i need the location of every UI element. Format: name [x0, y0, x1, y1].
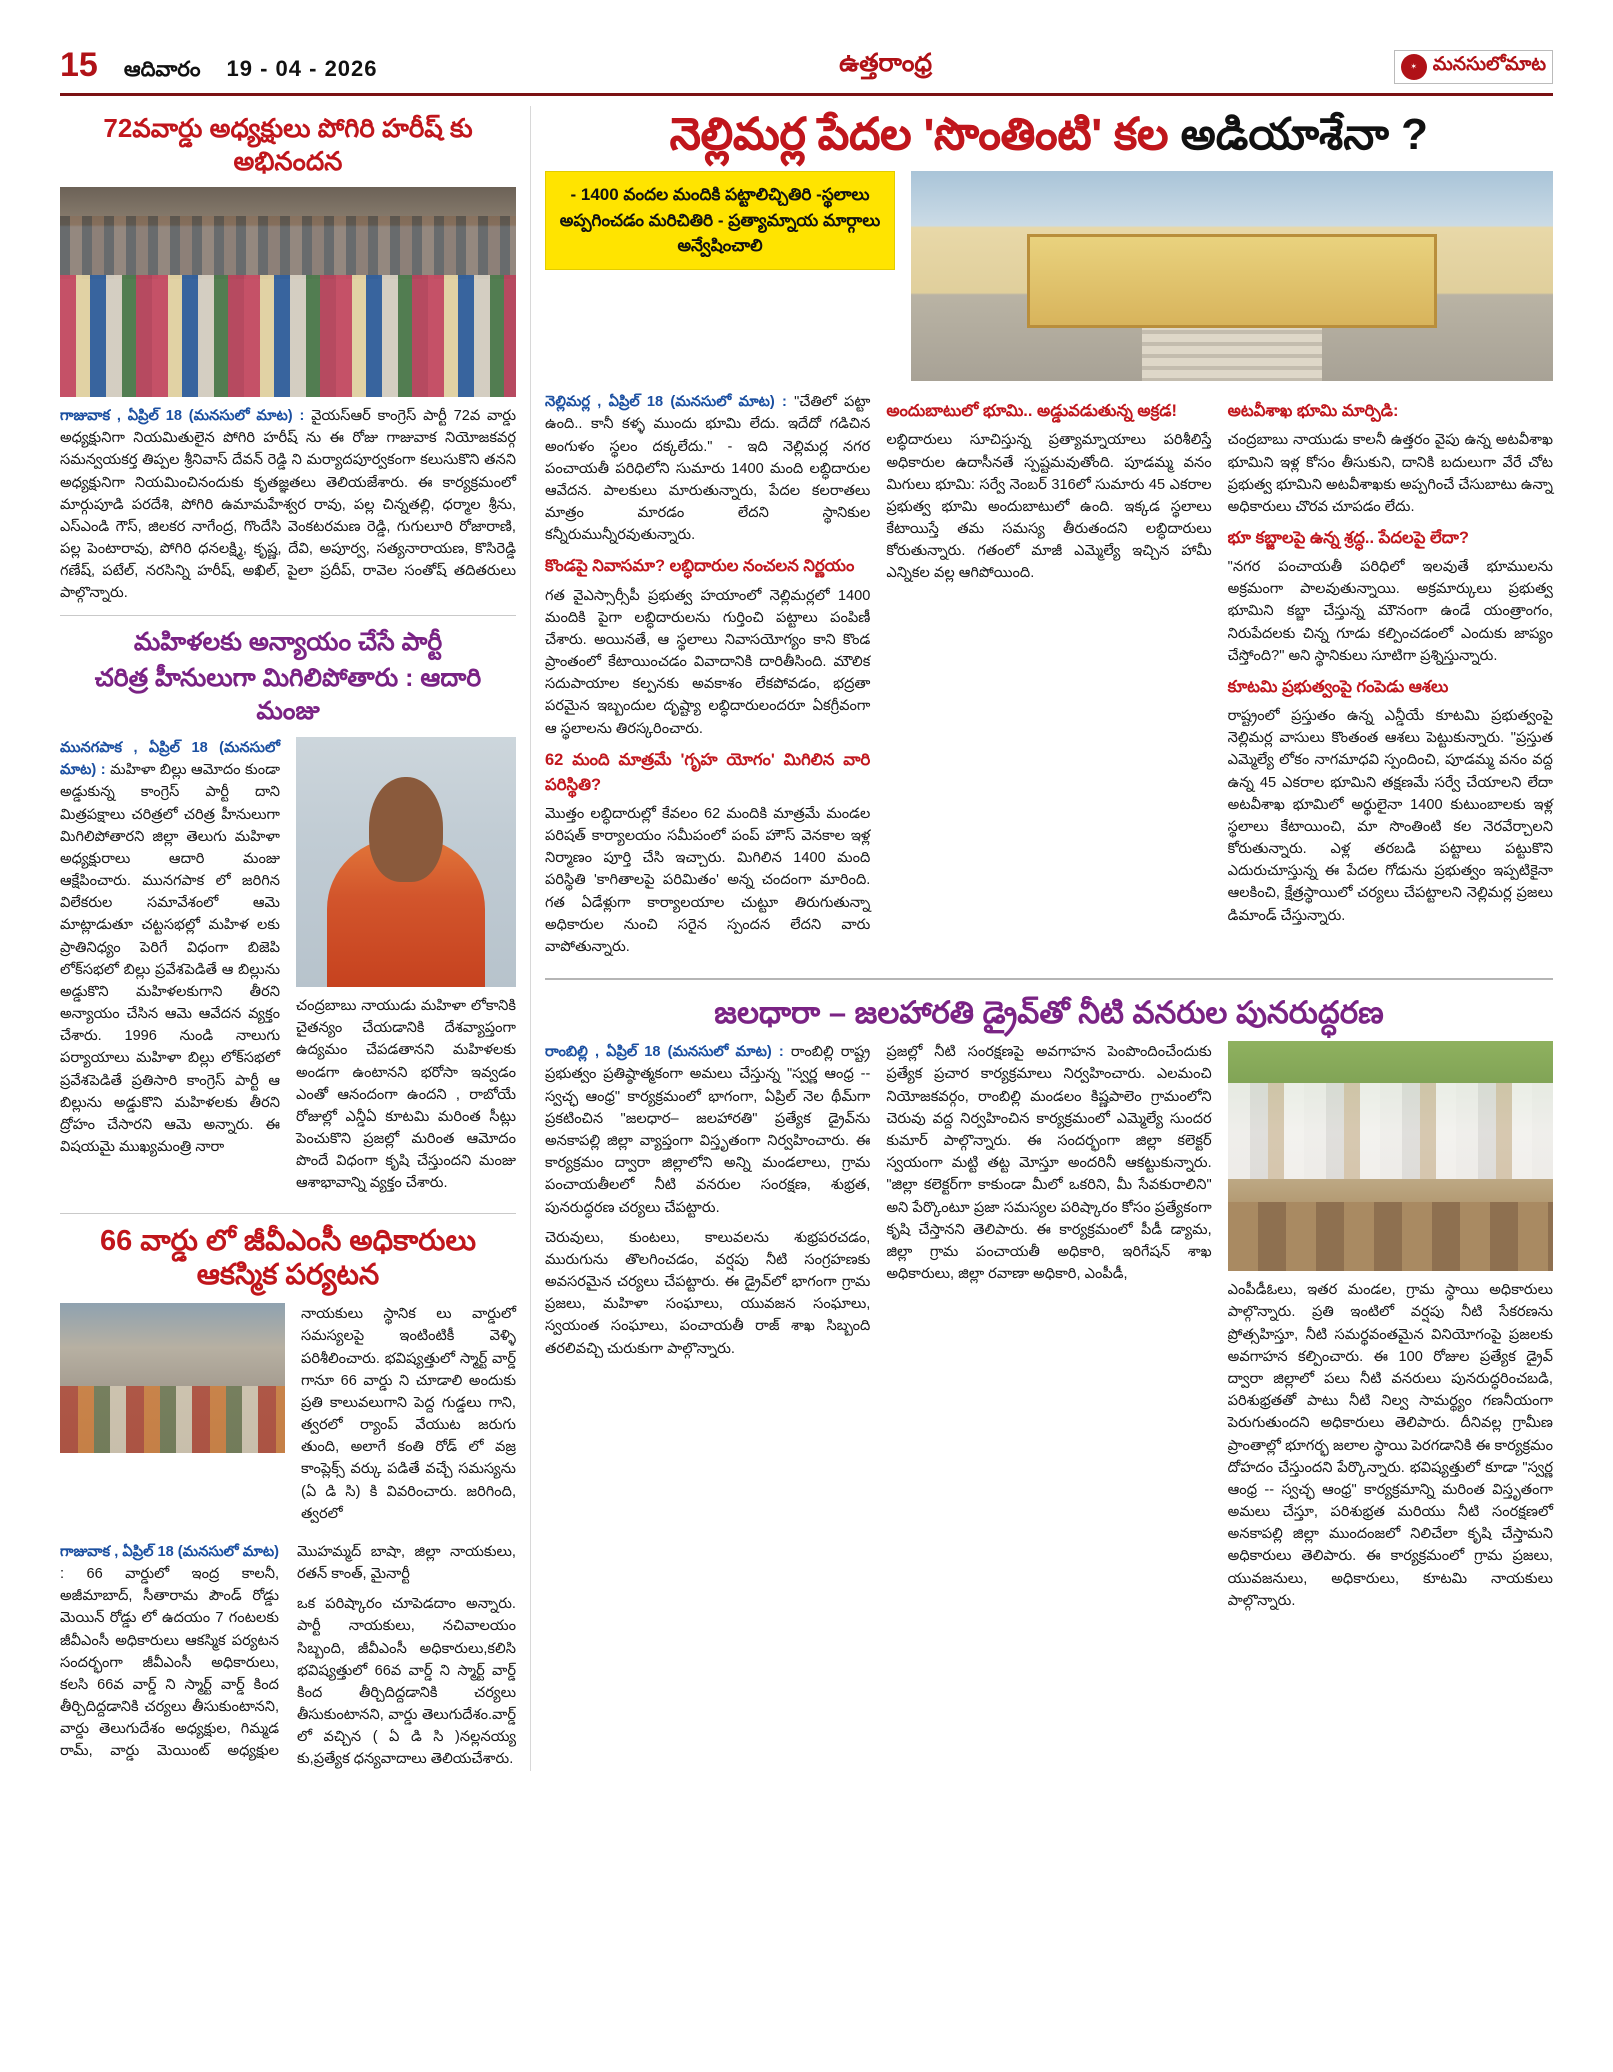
lead-photo-wrap — [911, 171, 1553, 381]
article-gvmc66-photo-wrap — [60, 1303, 285, 1533]
lead-sub-1: కొండపై నివాసమా? లబ్ధిదారుల నంచలన నిర్ణయం — [545, 557, 855, 576]
divider — [60, 1213, 516, 1214]
lead-sub-6: కూటమి ప్రభుత్వంపై గంపెడు ఆశలు — [1227, 677, 1449, 696]
article-gvmc66-text2: ఒక పరిష్కారం చూపెడదాం అన్నారు. పార్టీ నాయకులు, నచివాలయం సిబ్బంది, జీవీఎంసీ అధికారులు,కలిసి భవిష్యత్తులో 66వ వార్డ్ ని స్మార్ట్ వార్డ్ కింద తీర్చిదిద్దడానికి చర్యలు తీసుకుంటానని, వార్డు తెలుగుదేశం.వార్డ్ లో వచ్చిన ( ఏ డి సి )నల్లనయ్య కు,ప్రత్యేక ధన్యవాదాలు తెలియచేశారు. — [297, 1596, 516, 1768]
logo-text: మనసులోమాట — [1432, 53, 1546, 75]
lead-dateline: నెల్లిమర్ల , ఏప్రిల్ 18 (మనసులో మాట) : — [545, 394, 787, 411]
page-content — [60, 106, 1553, 1771]
article-gvmc66-dateline: గాజువాక , ఏప్రిల్ 18 (మనసులో మాట) — [60, 1543, 279, 1560]
lead-p1: గత వైఎస్సార్సీపీ ప్రభుత్వ హయాంలో నెల్లిమర్లలో 1400 మందికి పైగా లబ్ధిదారులను గుర్తించి పట్టాలు పంపిణీ చేశారు. అయినతే, ఆ స్థలాలు నివాసయోగ్యం కాని కొండ ప్రాంతంలో కేటాయించడం వివాదానికి దారితీసింది. మౌలిక సదుపాయాల కల్పనకు అవకాశం లేకపోవడం, భద్రతా పరమైన ఇబ్బందుల దృష్ట్యా లబ్ధిదారులందరూ ఏకగ్రీవంగా ఆ స్థలాలను తిరస్కరించారు. — [545, 587, 871, 737]
newspaper-page — [0, 46, 1613, 2072]
masthead — [60, 46, 1553, 96]
lead-headline-part1: నెల్లిమర్ల పేదల 'సొంతింటి' కల — [669, 110, 1169, 159]
left-column — [60, 106, 530, 1771]
article-gvmc66-toptext-wrap — [301, 1303, 516, 1533]
divider — [60, 615, 516, 616]
article-manju-headline-1: మహిళలకు అన్యాయం చేసే పార్టీ — [133, 627, 443, 656]
article-jaladhara-p3: ప్రజల్లో నీటి సంరక్షణపై అవగాహన పెంపొందించేందుకు ప్రత్యేక ప్రచార కార్యక్రమాలు నిర్వహించారు. ఎలమంచి నియోజకవర్గం, రాంబిల్లి మండలం కిష్ణపాలెం గ్రామంలోని చెరువు వద్ద నిర్వహించిన కార్యక్రమంలో ఎమ్మెల్యే సుందర కుమార్ పాల్గొన్నారు. ఈ సందర్భంగా జిల్లా కలెక్టర్ స్వయంగా మట్టి తట్ట మోస్తూ అందరినీ ఆకట్టుకున్నారు. "జిల్లా కలెక్టర్‌గా కాకుండా మీలో ఒకరిని, మీ సేవకురాలిని" అని పేర్కొంటూ ప్రజా సమస్యల పరిష్కారం కోసం ప్రత్యేకంగా కృషి చేస్తానని తెలిపారు. ఈ కార్యక్రమంలో పీడీ డ్యామ, జిల్లా గ్రామ పంచాయతీ అధికారి, ఇరిగేషన్ శాఖ అధికారులు, జిల్లా రవాణా అధికారి, ఎంపీడీ, — [886, 1044, 1212, 1283]
lead-p4: చంద్రబాబు నాయుడు కాలనీ ఉత్తరం వైపు ఉన్న అటవీశాఖ భూమిని ఇళ్ల కోసం తీసుకుని, దానికి బదులుగా వేరే చోట ప్రభుత్వ భూమిని అటవీశాఖకు అప్పగించే చేసుబాటు ఉన్నా అధికారులు చొరవ చూపడం లేదు. — [1227, 432, 1553, 515]
article-ward72-dateline: గాజువాక , ఏప్రిల్ 18 (మనసులో మాట) : — [60, 408, 305, 424]
article-ward72-photo — [60, 187, 516, 397]
article-jaladhara-col2 — [886, 1041, 1211, 1620]
article-gvmc66-top — [60, 1303, 516, 1533]
lead-highlight-box: - 1400 వందల మందికి పట్టాలిచ్చితిరి -స్థలాలు అప్పగించడం మరిచితిరి - ప్రత్యామ్నాయ మార్గాలు అన్వేషించాలి — [545, 171, 895, 270]
article-jaladhara-col1 — [545, 1041, 870, 1620]
article-manju-portrait-photo — [296, 737, 516, 987]
article-jaladhara-p4-wrap — [1228, 1279, 1553, 1612]
article-jaladhara-p4: ఎంపీడీఓలు, ఇతర మండల, గ్రామ స్థాయి అధికారులు పాల్గొన్నారు. ప్రతి ఇంటిలో వర్షపు నీటి సేకరణను ప్రోత్సహిస్తూ, నీటి సమర్థవంతమైన వినియోగంపై ప్రజలకు అవగాహన కల్పించారు. ఈ 100 రోజుల ప్రత్యేక డ్రైవ్ ద్వారా జిల్లాలో పలు నీటి వనరులు పునరుద్ధరించబడి, పరిశుభ్రతతో పాటు నీటి నిల్వ సామర్థ్యం గణనీయంగా పెరుగుతుందని అధికారులు తెలిపారు. దీనివల్ల గ్రామీణ ప్రాంతాల్లో భూగర్భ జలాల స్థాయి పెరగడానికి ఈ కార్యక్రమం దోహదం చేస్తుందని పేర్కొన్నారు. భవిష్యత్తులో కూడా "స్వర్ణ ఆంధ్ర -- స్వచ్ఛ ఆంధ్ర" కార్యక్రమాన్ని మరింత విస్తృతంగా అమలు చేస్తూ, పరిశుభ్రత మరియు నీటి సంరక్షణలో అనకాపల్లి జిల్లా ముందంజలో నిలిచేలా కృషి చేస్తామని అధికారులు తెలిపారు. ఈ కార్యక్రమంలో గ్రామ ప్రజలు, యువజనులు, అధికారులు, కూటమి నాయకులు పాల్గొన్నారు. — [1227, 1282, 1553, 1609]
article-manju-text-right: చంద్రబాబు నాయుడు మహిళా లోకానికి చైతన్యం చేయడానికి దేశవ్యాప్తంగా ఉద్యమం చేపడతానని మహిళలకు అండగా ఉంటానని భరోసా ఇవ్వడం ఎంతో ఆనందంగా ఉందని , రాబోయే రోజుల్లో ఎన్డీఏ కూటమి మరింత సీట్లు పెంచుకొని ప్రజల్లో మరింత ఆమోదం పొందే విధంగా కృషి చేస్తుందని మంజు ఆశాభావాన్ని వ్యక్తం చేశారు. — [296, 998, 516, 1192]
article-ward72-text: వైయస్ఆర్ కాంగ్రెస్ పార్టీ 72వ వార్డు అధ్యక్షునిగా నియమితులైన పోగిరి హరీష్ ను ఈ రోజు గాజువాక నియోజకవర్గ సమన్వయకర్త తిప్పల శ్రీనివాస్ దేవన్ రెడ్డి ని మర్యాదపూర్వకంగా కలుసుకొని తనని అధ్యక్షునిగా నియమించినందుకు కృతజ్ఞతలు తెలియజేశారు. ఈ కార్యక్రమంలో మార్గుపూడి పరదేశి, పోగిరి ఉమామహేశ్వర రావు, పల్ల చిన్నతల్లి, ధర్మాల శ్రీను, ఎస్ఎండి గౌస్, జిలకర నాగేంద్ర, గొందేసి వెంకటరమణ రెడ్డి, గుగులూరి రోజారాణి, పల్ల పెంటారావు, పోగిరి ధనలక్ష్మి, కృష్ణ, దేవి, అపూర్వ, సత్యనారాయణ, కొసిరెడ్డి గణేష్, పటేల్, నరసిన్ని హరీష్, అఖిల్, పైలా ప్రదీప్, రావెల సంతోష్ తదితరులు పాల్గొన్నారు. — [60, 408, 517, 602]
lead-headline — [545, 110, 1553, 159]
lead-col-3 — [1228, 391, 1553, 966]
lead-col-2 — [886, 391, 1211, 966]
article-ward72 — [60, 112, 516, 605]
lead-photo — [911, 171, 1553, 381]
article-jaladhara-col3 — [1228, 1041, 1553, 1620]
article-jaladhara-headline: జలధారా – జలహారతి డ్రైవ్‌తో నీటి వనరుల పునరుద్ధరణ — [714, 995, 1384, 1031]
masthead-date: 19 - 04 - 2026 — [226, 56, 378, 81]
lead-p2: మొత్తం లబ్ధిదారుల్లో కేవలం 62 మందికి మాత్రమే మండల పరిషత్ కార్యాలయం సమీపంలో పంప్ హౌస్ వెనకాల ఇళ్ల నిర్మాణం పూర్తి చేసి ఇచ్చారు. మిగిలిన 1400 మంది పరిస్థితి 'కాగితాలపై పరిమితం' అన్న చందంగా మారింది. గత ఏడేళ్లుగా కార్యాలయాల చుట్టూ తిరుగుతున్నా అధికారుల నుంచి సరైన స్పందన లేదని వారు వాపోతున్నారు. — [545, 805, 871, 955]
article-jaladhara-photo — [1228, 1041, 1553, 1271]
masthead-edition: ఉత్తరాంధ్ర — [839, 49, 933, 77]
article-manju-text-right-wrap — [296, 995, 516, 1195]
masthead-day: ఆదివారం — [123, 58, 201, 81]
page-number: 15 — [60, 46, 98, 84]
article-manju-text-left: మహిళా బిల్లు ఆమోదం కుండా అడ్డుకున్న కాంగ్రెస్ పార్టీ దాని మిత్రపక్షాలు చరిత్రలో చరిత్ర హీనులుగా మిగిలిపోతారని జిల్లా తెలుగు మహిళా అధ్యక్షురాలు ఆదారి మంజు ఆక్షేపించారు. మునగపాక లో జరిగిన విలేకరుల సమావేశంలో ఆమె మాట్లాడుతూ చట్టసభల్లో మహిళ లకు ప్రాతినిధ్యం పెరిగే విధంగా బిజెపి లోక్‌సభలో బిల్లు ప్రవేశపెడితే ఆ బిల్లును అడ్డుకొని మహిళలకుగాని తీరని అన్యాయం చేసిన ఆమె ఆవేదన వ్యక్తం చేశారు. 1996 నుండి నాలుగు పర్యాయాలు మహిళా బిల్లు లోక్‌సభలో ప్రవేశపెడితే ప్రతిసారి కాంగ్రెస్ పార్టీ ఆ బిల్లును అడ్డుకొని మహిళలకు తీరని ద్రోహం చేసారని ఆమె అన్నారు. ఈ విషయమై ముఖ్యమంత్రి నారా — [60, 762, 280, 1156]
article-gvmc66-photo — [60, 1303, 285, 1453]
article-jaladhara-row — [545, 1041, 1553, 1620]
article-manju-col1 — [60, 737, 280, 1203]
article-gvmc66 — [60, 1224, 516, 1771]
article-manju-columns — [60, 737, 516, 1203]
article-manju-dateline: మునగపాక , ఏప్రిల్ 18 (మనసులో మాట) : — [60, 740, 280, 779]
article-gvmc66-toptext: నాయకులు స్థానిక లు వార్డులో సమస్యలపై ఇంటింటికీ వెళ్ళి పరిశీలించారు. భవిష్యత్తులో స్మార్ట్ వార్డ్ గానూ 66 వార్డు ని చూడాలి అందుకు ప్రతి కాలువలుగాని పెద్ద గుడ్డలు గాని, త్వరలో ర్యాంప్ వేయుట జరుగు తుంది, అలాగే కంతి రోడ్ లో వజ్ర కాంప్లెక్స్ వర్కు పడితే వచ్చే సమస్యను (ఏ డి సి) కి వివరించారు. జరిగింది, త్వరలో — [301, 1306, 516, 1522]
lead-p5: "నగర పంచాయతీ పరిధిలో ఇలవుతే భూములను అక్రమంగా పాలవుతున్నాయి. అక్రమార్కులు ప్రభుత్వ భూమిని కబ్జా చేస్తున్న మౌనంగా ఉండే యంత్రాంగం, నిరుపేదలకు చిన్న గూడు కల్పించడంలో ఎందుకు జాప్యం చేస్తోంది?" అని స్థానికులు సూటిగా ప్రశ్నిస్తున్నారు. — [1227, 559, 1553, 664]
article-manju — [60, 626, 516, 1203]
article-gvmc66-body — [60, 1541, 516, 1771]
article-ward72-body — [60, 405, 516, 605]
divider — [545, 978, 1553, 980]
article-gvmc66-text: : 66 వార్డులో ఇంద్ర కాలనీ, అజీమాబాద్, సీతారామ పౌండ్ రోడ్డు మెయిన్ రోడ్డు లో ఉదయం 7 గంటలకు జీవీఎంసీ అధికారులు ఆకస్మిక పర్యటన సందర్భంగా జీవీఎంసీ అధికారులు, కలసి 66వ వార్డ్ ని స్మార్ట్ వార్డ్ కింద తీర్చిదిద్దడానికి చర్యలు తీసుకుంటానని, వార్డు తెలుగుదేశం అధ్యక్షుల, గిమ్మడ రామ్, వార్డు మెయింట్ అధ్యక్షుల మొహమ్మద్ బాషా, జిల్లా నాయకులు, రతన్ కాంత్, మైనార్టీ — [60, 1543, 516, 1760]
lead-p6: రాష్ట్రంలో ప్రస్తుతం ఉన్న ఎన్డీయే కూటమి ప్రభుత్వంపై నెల్లిమర్ల వాసులు కొంతంత ఆశలు పెట్టుకున్నారు. "ప్రస్తుత ఎమ్మెల్యే లోకం నాగమాధవి స్పందించి, పూడమ్మ వనం వద్ద ఉన్న 45 ఎకరాల భూమిని తక్షణమే సర్వే చేయాలని లేదా అటవీశాఖ భూమిలో అర్థులైనా 1400 కుటుంబాలకు ఇళ్ల స్థలాలు కేటాయించి, మా సొంతింటి కల నెరవేర్చాలని కోరుతున్నారు. ఎళ్ల తరబడి పట్టాలు పట్టుకొని ఎదురుచూస్తున్న ఈ పేదల గోడును ప్రభుత్వం ఇప్పటికైనా ఆలకించి, క్షేత్రస్థాయిలో చర్యలు చేపట్టాలని నెల్లిమర్ల ప్రజలు డిమాండ్ చేస్తున్నారు. — [1227, 708, 1553, 924]
article-jaladhara-p1: రాంబిల్లి రాష్ట్ర ప్రభుత్వం ప్రతిష్ఠాత్మకంగా అమలు చేస్తున్న "స్వర్ణ ఆంధ్ర -- స్వచ్ఛ ఆంధ్ర" కార్యక్రమంలో భాగంగా, ఏప్రిల్ నెల థీమ్‌గా ప్రకటించిన "జలధార– జలహారతి" ప్రత్యేక డ్రైవ్‌ను అనకాపల్లి జిల్లా వ్యాప్తంగా విస్తృతంగా నిర్వహించారు. ఈ కార్యక్రమం ద్వారా జిల్లాలోని అన్ని మండలాలు, గ్రామ పంచాయతీలలో నీటి వనరుల సంరక్షణ, శుభ్రత, పునరుద్ధరణ చర్యలు చేపట్టారు. — [545, 1044, 871, 1216]
masthead-left — [60, 46, 378, 87]
article-manju-col2 — [296, 737, 516, 1203]
logo-seal-icon: ✶ — [1401, 54, 1427, 80]
lead-top-row — [545, 171, 1553, 381]
article-ward72-headline: 72వవార్డు అధ్యక్షులు పోగిరి హరీష్ కు అభినందన — [103, 113, 473, 176]
article-jaladhara — [545, 994, 1553, 1620]
lead-headline-part2: అడియాశేనా ? — [1180, 110, 1429, 159]
lead-sub-5: భూ కబ్జాలపై ఉన్న శ్రద్ధ.. పేదలపై లేదా? — [1227, 529, 1469, 548]
article-jaladhara-p2: చెరువులు, కుంటలు, కాలువలను శుభ్రపరచడం, మురుగును తొలగించడం, వర్షపు నీటి సంగ్రహణకు అవసరమైన చర్యలు చేపట్టారు. ఈ డ్రైవ్‌లో భాగంగా గ్రామ ప్రజలు, మహిళా సంఘాలు, యువజన సంఘాలు, స్వయంత సంఘాలు, పంచాయతీ రాజ్ శాఖ సిబ్బంది తరలివచ్చి చురుకుగా పాల్గొన్నారు. — [545, 1229, 871, 1357]
lead-sub-4: అటవీశాఖ భూమి మార్పిడి: — [1227, 402, 1399, 421]
article-gvmc66-headline: 66 వార్డు లో జీవీఎంసీ అధికారులు ఆకస్మిక పర్యటన — [99, 1224, 477, 1292]
lead-col-1 — [545, 391, 870, 966]
article-manju-headline-2: చరిత్ర హీనులుగా మిగిలిపోతారు : ఆదారి మంజు — [94, 664, 482, 725]
lead-body-columns — [545, 391, 1553, 966]
lead-intro: "చేతిలో పట్టా ఉంది.. కానీ కళ్ళ ముందు భూమి లేదు. ఇదేదో గడిచిన అంగుళం స్థలం దక్కలేదు." - ఇది నెల్లిమర్ల నగర పంచాయతీ పరిధిలోని సుమారు 1400 మంది లబ్ధిదారుల ఆవేదన. పాలకులు మారుతున్నారు, పేదల కలరాతలు మాత్రం మారడం లేదని స్థానికుల కన్నీరుమున్నీరవుతున్నారు. — [545, 394, 871, 544]
publication-logo — [1394, 50, 1553, 84]
right-column — [530, 106, 1553, 1771]
lead-yellowbox-wrap — [545, 171, 895, 381]
lead-sub-2: 62 మంది మాత్రమే 'గృహ యోగం' మిగిలిన వారి పరిస్థితి? — [545, 750, 871, 794]
lead-sub-3: అందుబాటులో భూమి.. అడ్డువడుతున్న అక్రడ! — [886, 402, 1177, 421]
article-jaladhara-dateline: రాంబిల్లి , ఏప్రిల్ 18 (మనసులో మాట) : — [545, 1044, 784, 1061]
lead-p3: లబ్ధిదారులు సూచిస్తున్న ప్రత్యామ్నాయాలు పరిశీలిస్తే అధికారుల ఉదాసీనతే స్పష్టమవుతోంది. పూడమ్మ వనం మిగులు భూమి: సర్వే నెంబర్ 316లో సుమారు 45 ఎకరాల ప్రభుత్వ భూమి అందుబాటులో ఉంది. ఇక్కడ స్థలాలు కేటాయిస్తే తమ సమస్య తీరుతందని లబ్ధిదారులు కోరుతున్నారు. గతంలో మాజీ ఎమ్మెల్యే ఇచ్చిన హామీ ఎన్నికల వల్ల ఆగిపోయింది. — [886, 432, 1212, 582]
